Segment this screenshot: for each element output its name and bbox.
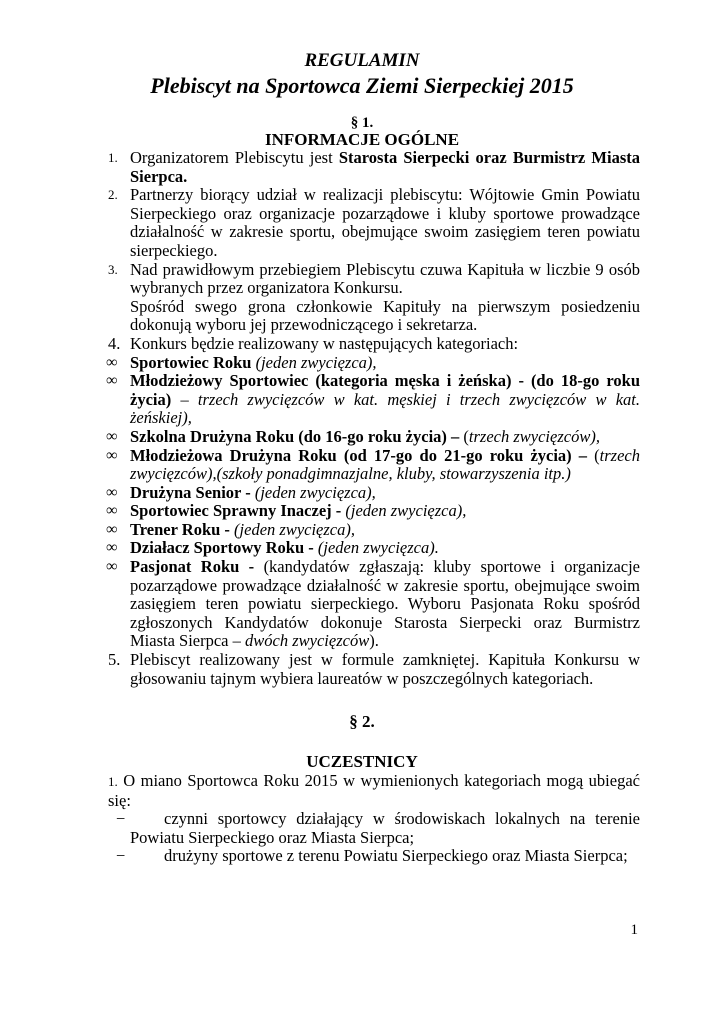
category-bold-text: Działacz Sportowy Roku - [130, 538, 318, 558]
category-bold-text: Drużyna Senior - [130, 482, 255, 502]
category-item [108, 428, 640, 447]
list-marker: 1. [108, 774, 118, 789]
section2-body [108, 772, 640, 866]
category-plain-text: ( [463, 426, 469, 446]
category-bold-text: Sportowiec Sprawny Inaczej - [130, 501, 346, 521]
infinity-bullet-icon: ∞ [106, 539, 118, 557]
list-marker: 1. [108, 150, 118, 165]
dash-item [108, 810, 640, 847]
dash-marker: − [116, 846, 126, 866]
list-item [108, 261, 640, 298]
item-text: Nad prawidłowym przebiegiem Plebiscytu czuwa Kapituła w liczbie 9 osób wybranych przez organizatora Konkursu. [130, 259, 640, 298]
category-italic-text: dwóch zwycięzców [245, 631, 370, 651]
category-bold-text: Szkolna Drużyna Roku (do 16-go roku życia) – [130, 426, 464, 446]
category-italic-text: – trzech zwycięzców w kat. męskiej i trzech zwycięzców w kat. żeńskiej), [130, 389, 640, 428]
list-item [108, 149, 640, 186]
category-italic-text: trzech zwycięzców), [468, 426, 600, 446]
list-item [108, 772, 640, 810]
item-text: Organizatorem Plebiscytu jest [130, 148, 339, 167]
infinity-bullet-icon: ∞ [106, 483, 118, 501]
infinity-bullet-icon: ∞ [106, 446, 118, 464]
item-text: Konkurs będzie realizowany w następujących kategoriach: [130, 333, 519, 353]
document-subtitle: Plebiscyt na Sportowca Ziemi Sierpeckiej 2015 [150, 73, 574, 98]
dash-text: czynni sportowcy działający w środowiskach lokalnych na terenie Powiatu Sierpeckiego oraz Miasta Sierpca; [130, 809, 640, 847]
category-item [108, 372, 640, 428]
category-italic-text: (jeden zwycięzca), [254, 482, 376, 502]
infinity-bullet-icon: ∞ [106, 558, 118, 576]
list-item [108, 335, 640, 354]
category-italic-text: (jeden zwycięzca). [317, 538, 439, 558]
category-italic-text: (jeden zwycięzca), [255, 352, 377, 372]
category-item [108, 502, 640, 521]
category-item [108, 539, 640, 558]
item-text: Plebiscyt realizowany jest w formule zamkniętej. Kapituła Konkursu w głosowaniu tajnym wybiera laureatów w poszczególnych kategoriach. [130, 650, 640, 688]
item-text: Partnerzy biorący udział w realizacji plebiscytu: Wójtowie Gmin Powiatu Sierpeckiego oraz organizacje pozarządowe i kluby sportowe prowadzące działalność w zakresie sportu, obejmujące swoim zasięgiem teren powiatu sierpeckiego. [130, 185, 640, 260]
section1-body [108, 149, 640, 688]
list-item [108, 186, 640, 260]
infinity-bullet-icon: ∞ [106, 520, 118, 538]
infinity-bullet-icon: ∞ [106, 372, 118, 390]
category-item [108, 558, 640, 651]
document-title: REGULAMIN [304, 50, 420, 71]
dash-marker: − [116, 809, 126, 829]
category-bold-text: Młodzieżowy Sportowiec (kategoria męska i żeńska) - (do 18-go roku życia) [130, 371, 640, 409]
category-italic-text: trzech zwycięzców),(szkoły ponadgimnazjalne, kluby, stowarzyszenia itp.) [130, 445, 640, 484]
category-plain-text: ( [594, 445, 600, 465]
category-tail-text: ). [369, 631, 379, 651]
list-marker: 2. [108, 187, 118, 203]
item-bold-text: Starosta Sierpecki oraz Burmistrz Miasta Sierpca. [130, 148, 640, 186]
category-bold-text: Trener Roku - [130, 519, 235, 539]
infinity-bullet-icon: ∞ [106, 502, 118, 520]
category-italic-text: (jeden zwycięzca), [345, 501, 467, 521]
list-item [108, 651, 640, 688]
section1-heading: INFORMACJE OGÓLNE [264, 130, 460, 149]
section2-number: § 2. [349, 712, 375, 731]
section1-number: § 1. [350, 115, 374, 131]
category-item [108, 521, 640, 540]
category-list [108, 354, 640, 652]
list-marker: 5. [108, 650, 121, 670]
category-plain-text: (kandydatów zgłaszają: kluby sportowe i organizacje pozarządowe prowadzące działalność w zakresie sportu, obejmujące swoim zasięgiem teren powiatu sierpeckiego. Wyboru Pasjonata Roku spośród zgłoszonych Kandydatów dokonuje Starosta Sierpecki oraz Burmistrz Miasta Sierpca – [130, 557, 641, 651]
dash-list [108, 810, 640, 866]
category-item [108, 484, 640, 503]
item-continuation: Spośród swego grona członkowie Kapituły na pierwszym posiedzeniu dokonują wyboru jej przewodniczącego i sekretarza. [130, 296, 640, 335]
category-bold-text: Pasjonat Roku - [130, 557, 264, 577]
category-item [108, 447, 640, 484]
infinity-bullet-icon: ∞ [106, 353, 118, 371]
category-bold-text: Młodzieżowa Drużyna Roku (od 17-go do 21-go roku życia) – [130, 445, 595, 465]
category-italic-text: (jeden zwycięzca), [234, 519, 355, 539]
section2-heading: UCZESTNICY [306, 752, 418, 771]
category-item [108, 354, 640, 373]
infinity-bullet-icon: ∞ [106, 427, 118, 445]
list-marker: 4. [108, 333, 121, 353]
list-marker: 3. [108, 261, 118, 277]
dash-text: drużyny sportowe z terenu Powiatu Sierpeckiego oraz Miasta Sierpca; [164, 846, 628, 866]
item-text: O miano Sportowca Roku 2015 w wymienionych kategoriach mogą ubiegać się: [108, 771, 640, 810]
category-bold-text: Sportowiec Roku [130, 352, 256, 372]
dash-item [108, 847, 640, 866]
page-number: 1 [630, 922, 638, 938]
